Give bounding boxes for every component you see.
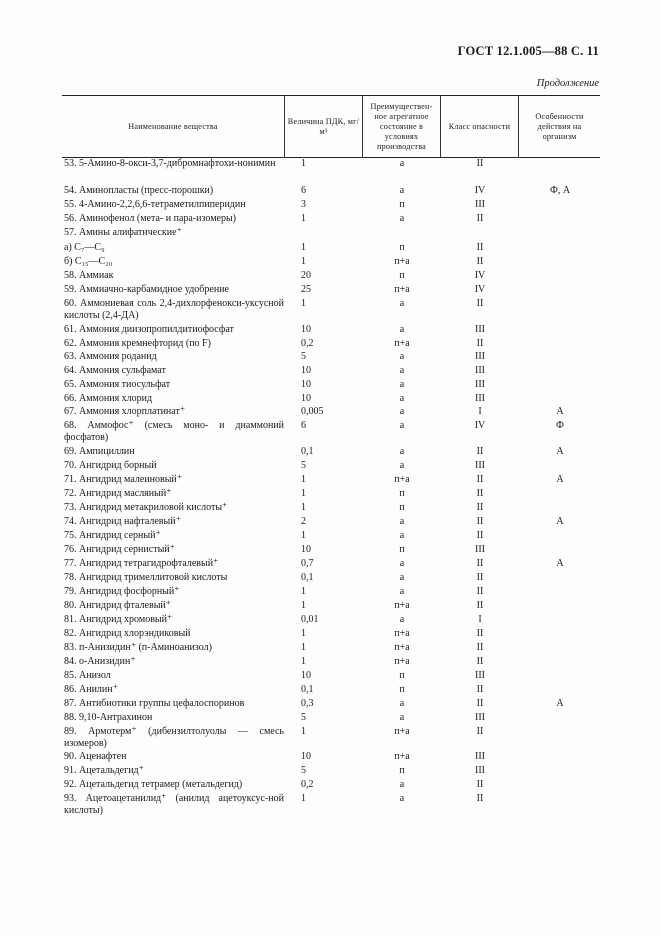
aggregate-state: а	[399, 185, 405, 196]
pdk-value: 5	[301, 460, 306, 471]
substance-name: 75. Ангидрид серный⁺	[64, 530, 161, 541]
hazard-class: I	[478, 406, 482, 417]
hazard-class: II	[476, 242, 484, 253]
aggregate-state: а	[399, 614, 405, 625]
aggregate-state: п+а	[394, 600, 410, 611]
aggregate-state: п+а	[394, 256, 410, 267]
body-effect: Ф, А	[549, 185, 571, 196]
substance-name: 68. Аммофос⁺ (смесь моно- и диаммоний фосфатов)	[64, 420, 284, 443]
hazard-class: II	[476, 779, 484, 790]
column-header-pdk: Величина ПДК, мг/м³	[287, 116, 360, 136]
pdk-value: 10	[301, 544, 311, 555]
hazard-class: III	[475, 751, 485, 762]
pdk-value: 1	[301, 628, 306, 639]
hazard-class: II	[476, 656, 484, 667]
substance-name: 87. Антибиотики группы цефалоспоринов	[64, 698, 245, 709]
pdk-value: 0,1	[301, 446, 314, 457]
substance-name: 92. Ацетальдегид тетрамер (метальдегид)	[64, 779, 243, 790]
aggregate-state: п	[399, 670, 405, 681]
aggregate-state: а	[399, 779, 405, 790]
pdk-value: 20	[301, 270, 311, 281]
pdk-value: 10	[301, 751, 311, 762]
hazard-class: IV	[474, 270, 486, 281]
hazard-class: III	[475, 765, 485, 776]
substance-name: 80. Ангидрид фталевый⁺	[64, 600, 172, 611]
substance-name: 90. Аценафтен	[64, 751, 127, 762]
substance-name: 86. Анилин⁺	[64, 684, 118, 695]
aggregate-state: п	[399, 242, 405, 253]
hazard-class: II	[476, 628, 484, 639]
aggregate-state: а	[399, 406, 405, 417]
hazard-class: II	[476, 298, 484, 309]
page-header: ГОСТ 12.1.005—88 С. 11	[457, 44, 599, 58]
hazard-class: II	[476, 572, 484, 583]
substance-name: 53. 5-Амино-8-окси-3,7-дибромнафтохи-нонимин	[64, 158, 276, 169]
pdk-value: 0,7	[301, 558, 314, 569]
aggregate-state: п+а	[394, 642, 410, 653]
pdk-value: 1	[301, 158, 306, 169]
pdk-value: 1	[301, 256, 306, 267]
substance-name: 76. Ангидрид сернистый⁺	[64, 544, 175, 555]
aggregate-state: а	[399, 586, 405, 597]
substance-name: 65. Аммония тиосульфат	[64, 379, 171, 390]
aggregate-state: а	[399, 324, 405, 335]
aggregate-state: п+а	[394, 656, 410, 667]
body-effect: А	[556, 406, 564, 417]
substance-name: 54. Аминопласты (пресс-порошки)	[64, 185, 214, 196]
substance-name: 81. Ангидрид хромовый⁺	[64, 614, 173, 625]
pdk-value: 3	[301, 199, 306, 210]
substance-name: 56. Аминофенол (мета- и пара-изомеры)	[64, 213, 237, 224]
aggregate-state: а	[399, 298, 405, 309]
substance-name: а) C₇—C₉	[64, 242, 105, 253]
aggregate-state: п	[399, 488, 405, 499]
substance-name: 63. Аммония роданид	[64, 351, 157, 362]
pdk-value: 5	[301, 712, 306, 723]
aggregate-state: п	[399, 765, 405, 776]
hazard-class: II	[476, 642, 484, 653]
aggregate-state: а	[399, 793, 405, 804]
hazard-class: IV	[474, 420, 486, 431]
substance-name: 66. Аммония хлорид	[64, 393, 153, 404]
substance-name: 84. о-Анизидин⁺	[64, 656, 136, 667]
substance-name: 55. 4-Амино-2,2,6,6-тетраметилпиперидин	[64, 199, 246, 210]
aggregate-state: а	[399, 530, 405, 541]
pdk-value: 6	[301, 185, 306, 196]
aggregate-state: п+а	[394, 751, 410, 762]
aggregate-state: а	[399, 379, 405, 390]
pdk-value: 0,1	[301, 572, 314, 583]
substance-name: 82. Ангидрид хлорэндиковый	[64, 628, 191, 639]
hazard-class: III	[475, 393, 485, 404]
hazard-class: IV	[474, 284, 486, 295]
pdk-value: 1	[301, 793, 306, 804]
hazard-class: II	[476, 516, 484, 527]
pdk-value: 1	[301, 642, 306, 653]
hazard-class: II	[476, 684, 484, 695]
substance-name: 69. Ампициллин	[64, 446, 135, 457]
substance-name: 85. Анизол	[64, 670, 111, 681]
hazard-class: III	[475, 670, 485, 681]
body-effect: А	[556, 474, 564, 485]
column-header-class: Класс опасности	[448, 121, 511, 131]
aggregate-state: п	[399, 544, 405, 555]
column-header-effect: Особенности действия на организм	[535, 111, 584, 141]
substance-name: 61. Аммония диизопропилдитиофосфат	[64, 324, 234, 335]
pdk-value: 1	[301, 530, 306, 541]
aggregate-state: п+а	[394, 474, 410, 485]
hazard-class: III	[475, 379, 485, 390]
aggregate-state: а	[399, 420, 405, 431]
body-effect: А	[556, 698, 564, 709]
pdk-value: 10	[301, 393, 311, 404]
pdk-value: 1	[301, 656, 306, 667]
aggregate-state: п	[399, 684, 405, 695]
substance-name: 88. 9,10-Антрахинон	[64, 712, 153, 723]
pdk-value: 6	[301, 420, 306, 431]
hazard-class: IV	[474, 185, 486, 196]
aggregate-state: а	[399, 351, 405, 362]
substance-name: б) C₁₅—C₂₀	[64, 256, 113, 267]
substance-name: 83. п-Анизидин⁺ (п-Аминоанизол)	[64, 642, 212, 653]
aggregate-state: п	[399, 502, 405, 513]
substance-name: 77. Ангидрид тетрагидрофталевый⁺	[64, 558, 219, 569]
pdk-value: 10	[301, 670, 311, 681]
hazard-class: II	[476, 586, 484, 597]
pdk-value: 0,1	[301, 684, 314, 695]
hazard-class: II	[476, 600, 484, 611]
hazard-class: II	[476, 530, 484, 541]
hazard-class: III	[475, 365, 485, 376]
substance-name: 74. Ангидрид нафталевый⁺	[64, 516, 181, 527]
body-effect: А	[556, 558, 564, 569]
hazard-class: III	[475, 199, 485, 210]
aggregate-state: п+а	[394, 338, 410, 349]
hazard-class: III	[475, 712, 485, 723]
hazard-class: II	[476, 488, 484, 499]
substance-name: 71. Ангидрид малеиновый⁺	[64, 474, 183, 485]
aggregate-state: п+а	[394, 726, 410, 737]
substance-name: 89. Армотерм⁺ (дибензилтолуолы — смесь изомеров)	[64, 726, 284, 749]
aggregate-state: п+а	[394, 628, 410, 639]
aggregate-state: а	[399, 460, 405, 471]
aggregate-state: п	[399, 199, 405, 210]
aggregate-state: а	[399, 558, 405, 569]
hazard-class: II	[476, 213, 484, 224]
pdk-value: 1	[301, 474, 306, 485]
pdk-value: 1	[301, 502, 306, 513]
hazard-class: II	[476, 338, 484, 349]
pdk-value: 0,2	[301, 779, 314, 790]
hazard-class: III	[475, 460, 485, 471]
hazard-class: II	[476, 474, 484, 485]
substance-name: 93. Ацетоацетанилид⁺ (анилид ацетоуксус-ной кислоты)	[64, 793, 284, 816]
aggregate-state: а	[399, 572, 405, 583]
aggregate-state: а	[399, 158, 405, 169]
pdk-value: 10	[301, 324, 311, 335]
substance-name: 62. Аммония кремнефторид (по F)	[64, 338, 211, 349]
hazard-class: II	[476, 256, 484, 267]
substance-name: 57. Амины алифатические⁺	[64, 227, 182, 238]
pdk-value: 25	[301, 284, 311, 295]
substance-name: 64. Аммония сульфамат	[64, 365, 166, 376]
pdk-value: 1	[301, 488, 306, 499]
column-header-name: Наименование вещества	[128, 121, 218, 131]
hazard-class: II	[476, 502, 484, 513]
aggregate-state: а	[399, 213, 405, 224]
substance-name: 73. Ангидрид метакриловой кислоты⁺	[64, 502, 228, 513]
pdk-value: 1	[301, 213, 306, 224]
aggregate-state: а	[399, 698, 405, 709]
substance-name: 70. Ангидрид борный	[64, 460, 157, 471]
hazard-class: II	[476, 698, 484, 709]
body-effect: А	[556, 516, 564, 527]
continuation-label: Продолжение	[536, 78, 599, 89]
pdk-value: 5	[301, 351, 306, 362]
pdk-value: 1	[301, 586, 306, 597]
substance-name: 79. Ангидрид фосфорный⁺	[64, 586, 180, 597]
pdk-value: 5	[301, 765, 306, 776]
hazard-class: II	[476, 446, 484, 457]
substance-name: 91. Ацетальдегид⁺	[64, 765, 144, 776]
aggregate-state: а	[399, 712, 405, 723]
pdk-value: 0,2	[301, 338, 314, 349]
hazard-class: II	[476, 558, 484, 569]
aggregate-state: п	[399, 270, 405, 281]
pdk-value: 10	[301, 365, 311, 376]
substance-name: 58. Аммиак	[64, 270, 114, 281]
body-effect: Ф	[556, 420, 564, 431]
pdk-value: 10	[301, 379, 311, 390]
hazard-class: III	[475, 351, 485, 362]
pdk-value: 1	[301, 298, 306, 309]
substance-name: 60. Аммониевая соль 2,4-дихлорфенокси-уксусной кислоты (2,4-ДА)	[64, 298, 284, 321]
substance-name: 59. Аммиачно-карбамидное удобрение	[64, 284, 229, 295]
pdk-value: 1	[301, 600, 306, 611]
hazard-class: II	[476, 726, 484, 737]
pdk-value: 0,005	[301, 406, 324, 417]
pdk-value: 2	[301, 516, 306, 527]
pdk-value: 0,3	[301, 698, 314, 709]
pdk-value: 1	[301, 726, 306, 737]
hazard-class: I	[478, 614, 482, 625]
body-effect: А	[556, 446, 564, 457]
aggregate-state: а	[399, 516, 405, 527]
aggregate-state: а	[399, 393, 405, 404]
hazard-class: II	[476, 793, 484, 804]
substance-name: 78. Ангидрид тримеллитовой кислоты	[64, 572, 228, 583]
hazard-class: III	[475, 544, 485, 555]
aggregate-state: п+а	[394, 284, 410, 295]
substance-name: 72. Ангидрид масляный⁺	[64, 488, 172, 499]
aggregate-state: а	[399, 365, 405, 376]
aggregate-state: а	[399, 446, 405, 457]
hazard-class: III	[475, 324, 485, 335]
pdk-value: 0,01	[301, 614, 319, 625]
hazard-class: II	[476, 158, 484, 169]
column-header-state: Преимуществен-ное агрегатное состояние в условиях производства	[370, 101, 433, 151]
pdk-value: 1	[301, 242, 306, 253]
substance-name: 67. Аммония хлорплатинат⁺	[64, 406, 186, 417]
